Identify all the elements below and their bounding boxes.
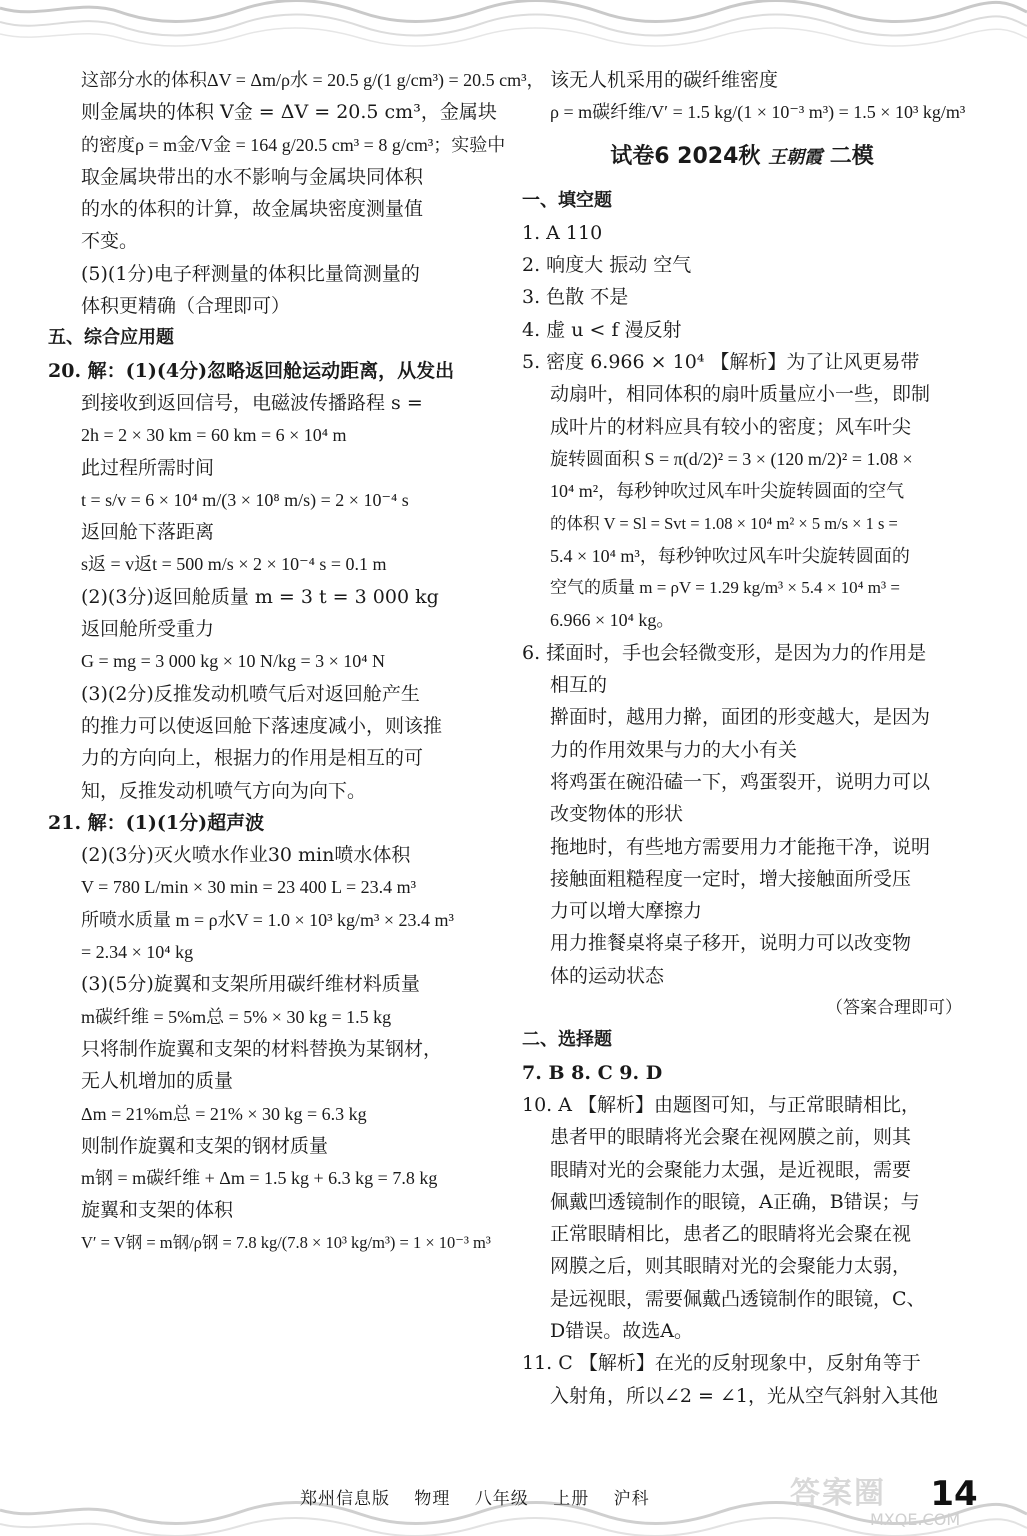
text-line: 10⁴ m²，每秒钟吹过风车叶尖旋转圆面的空气 [550, 481, 905, 502]
footer-grade: 八年级 [474, 1489, 529, 1509]
text-line: 拖地时，有些地方需要用力才能拖干净，说明 [550, 835, 931, 858]
text-line: 2h = 2 × 30 km = 60 km = 6 × 10⁴ m [81, 425, 347, 446]
exam-title [522, 129, 962, 185]
answer-line: 3. 色散 不是 [522, 286, 629, 309]
text-line: 力的作用效果与力的大小有关 [550, 738, 798, 761]
text-line: 动扇叶，相同体积的扇叶质量应小一些，即制 [550, 383, 931, 406]
exam-title-prefix: 试卷6 2024秋 [610, 143, 761, 169]
text-line: 成叶片的材料应具有较小的密度；风车叶尖 [550, 415, 912, 438]
text-line: 用力推餐桌将桌子移开，说明力可以改变物 [550, 932, 912, 955]
answer-line: 10. A 【解析】由题图可知，与正常眼睛相比， [522, 1093, 921, 1116]
text-line: V = 780 L/min × 30 min = 23 400 L = 23.4 m³ [81, 877, 417, 898]
answer-line: 7. B 8. C 9. D [522, 1061, 663, 1084]
text-line: Δm = 21%m总 = 21% × 30 kg = 6.3 kg [81, 1103, 367, 1124]
answer-line: 6. 揉面时，手也会轻微变形，是因为力的作用是 [522, 641, 927, 664]
section-heading: 五、综合应用题 [48, 327, 174, 349]
text-line: 则金属块的体积 V金 = ΔV = 20.5 cm³，金属块 [81, 101, 497, 124]
text-line: 此过程所需时间 [81, 456, 215, 479]
text-line: 这部分水的体积ΔV = Δm/ρ水 = 20.5 g/(1 g/cm³) = 20.5 cm³， [81, 70, 545, 90]
text-line: 体积更精确（合理即可） [81, 295, 291, 318]
section-heading: 二、选择题 [522, 1029, 612, 1051]
text-line: 取金属块带出的水不影响与金属块同体积 [81, 165, 424, 188]
text-line: 旋翼和支架的体积 [81, 1199, 234, 1222]
text-line: 擀面时，越用力擀，面团的形变越大，是因为 [550, 706, 931, 729]
text-line: 5.4 × 10⁴ m³，每秒钟吹过风车叶尖旋转圆面的 [550, 545, 910, 566]
text-line: 佩戴凹透镜制作的眼镜，A正确，B错误；与 [550, 1190, 920, 1213]
text-line: 无人机增加的质量 [81, 1070, 234, 1093]
text-line: (5)(1分)电子秤测量的体积比量筒测量的 [81, 262, 420, 285]
text-line: 体的运动状态 [550, 964, 665, 987]
text-line: (2)(3分)返回舱质量 m = 3 t = 3 000 kg [81, 585, 439, 608]
text-line: 知，反推发动机喷气方向为向下。 [81, 779, 367, 802]
text-line: 患者甲的眼睛将光会聚在视网膜之前，则其 [550, 1126, 912, 1149]
footer-subject: 物理 [414, 1489, 451, 1509]
text-line: 空气的质量 m = ρV = 1.29 kg/m³ × 5.4 × 10⁴ m³ = [550, 578, 900, 598]
answer-line: 4. 虚 u < f 漫反射 [522, 318, 682, 341]
text-line: (3)(5分)旋翼和支架所用碳纤维材料质量 [81, 973, 420, 996]
text-line: 的水的体积的计算，故金属块密度测量值 [81, 198, 424, 221]
answer-note: （答案合理即可） [826, 998, 962, 1019]
answer-line: 2. 响度大 振动 空气 [522, 254, 692, 277]
left-column [48, 64, 545, 1259]
text-line: 接触面粗糙程度一定时，增大接触面所受压 [550, 867, 912, 890]
text-line: 该无人机采用的碳纤维密度 [550, 69, 779, 91]
answer-line: 11. C 【解析】在光的反射现象中，反射角等于 [522, 1352, 921, 1375]
question-20: 20. 解：(1)(4分)忽略返回舱运动距离，从发出 [48, 359, 455, 382]
top-wave-border [0, 0, 1027, 56]
text-line: (3)(2分)反推发动机喷气后对返回舱产生 [81, 682, 420, 705]
text-line: 将鸡蛋在碗沿磕一下，鸡蛋裂开，说明力可以 [550, 770, 931, 793]
text-line: 旋转圆面积 S = π(d/2)² = 3 × (120 m/2)² = 1.08 × [550, 448, 913, 469]
text-line: 网膜之后，则其眼睛对光的会聚能力太弱， [550, 1255, 912, 1278]
text-line: V′ = V钢 = m钢/ρ钢 = 7.8 kg/(7.8 × 10³ kg/m³) = 1 × 10⁻³ m³ [81, 1232, 491, 1252]
exam-title-suffix: 二模 [829, 143, 874, 169]
text-line: t = s/v = 6 × 10⁴ m/(3 × 10⁸ m/s) = 2 × 10⁻⁴ s [81, 489, 409, 510]
text-line: = 2.34 × 10⁴ kg [81, 942, 194, 963]
exam-title-brand: 王朝霞 [768, 146, 823, 168]
page-footer [300, 1484, 668, 1509]
section-heading: 一、填空题 [522, 189, 612, 211]
text-line: m碳纤维 = 5%m总 = 5% × 30 kg = 1.5 kg [81, 1006, 392, 1027]
text-line: 只将制作旋翼和支架的材料替换为某钢材， [81, 1037, 443, 1060]
text-line: 改变物体的形状 [550, 803, 684, 826]
text-line: m钢 = m碳纤维 + Δm = 1.5 kg + 6.3 kg = 7.8 kg [81, 1168, 438, 1189]
text-line: (2)(3分)灭火喷水作业30 min喷水体积 [81, 844, 411, 867]
text-line: 入射角，所以∠2 = ∠1，光从空气斜射入其他 [550, 1384, 939, 1407]
text-line: 力的方向向上，根据力的作用是相互的可 [81, 747, 424, 770]
text-line: 不变。 [81, 230, 139, 253]
text-line: 则制作旋翼和支架的钢材质量 [81, 1134, 329, 1157]
text-line: 的推力可以使返回舱下落速度减小，则该推 [81, 714, 443, 737]
text-line: 的体积 V = Sl = Svt = 1.08 × 10⁴ m² × 5 m/s × 1 s = [550, 513, 898, 533]
right-column [522, 64, 966, 1412]
text-line: s返 = v返t = 500 m/s × 2 × 10⁻⁴ s = 0.1 m [81, 554, 387, 575]
text-line: 的密度ρ = m金/V金 = 164 g/20.5 cm³ = 8 g/cm³；实验中 [81, 134, 506, 155]
answer-line: 5. 密度 6.966 × 10⁴ 【解析】为了让风更易带 [522, 351, 920, 374]
footer-edition: 郑州信息版 [300, 1489, 390, 1509]
text-line: 眼睛对光的会聚能力太强，是近视眼，需要 [550, 1158, 912, 1181]
question-21: 21. 解：(1)(1分)超声波 [48, 811, 265, 834]
text-line: 6.966 × 10⁴ kg。 [550, 610, 675, 631]
text-line: 正常眼睛相比，患者乙的眼睛将光会聚在视 [550, 1223, 912, 1246]
watermark: 答案圈 [790, 1476, 886, 1511]
text-line: 到接收到返回信号，电磁波传播路程 s = [81, 391, 423, 414]
watermark-url: MXQE.COM [870, 1510, 961, 1529]
answer-line: 1. A 110 [522, 221, 603, 244]
page-number: 14 [930, 1474, 978, 1514]
footer-volume: 上册 [553, 1489, 590, 1509]
text-line: ρ = m碳纤维/V′ = 1.5 kg/(1 × 10⁻³ m³) = 1.5 × 10³ kg/m³ [550, 102, 966, 123]
text-line: 返回舱所受重力 [81, 618, 215, 641]
text-line: 返回舱下落距离 [81, 521, 215, 544]
text-line: G = mg = 3 000 kg × 10 N/kg = 3 × 10⁴ N [81, 651, 386, 672]
footer-publisher: 沪科 [613, 1489, 650, 1509]
text-line: 相互的 [550, 674, 608, 697]
text-line: 是远视眼，需要佩戴凸透镜制作的眼镜，C、 [550, 1287, 926, 1310]
text-line: D错误。故选A。 [550, 1319, 693, 1342]
text-line: 所喷水质量 m = ρ水V = 1.0 × 10³ kg/m³ × 23.4 m³ [81, 909, 454, 930]
text-line: 力可以增大摩擦力 [550, 900, 703, 923]
